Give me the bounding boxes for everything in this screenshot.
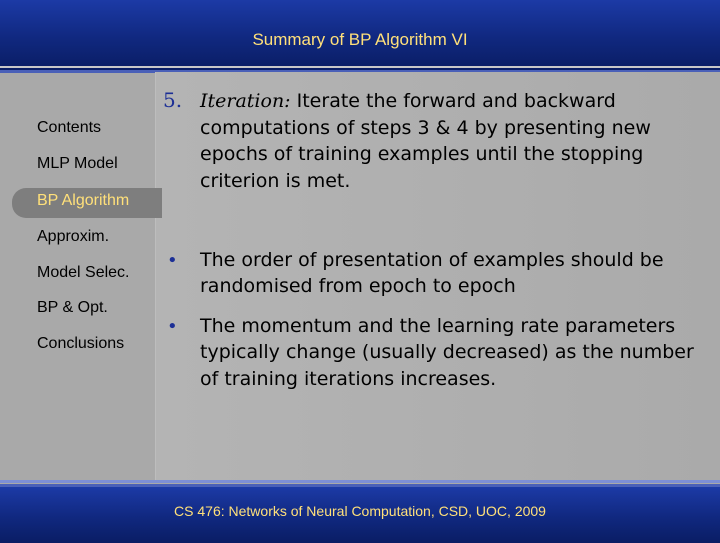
- header-divider: [0, 66, 720, 68]
- sidebar-item-conclusions[interactable]: Conclusions: [37, 335, 125, 352]
- bullet-1-line-2: randomised from epoch to epoch: [200, 275, 516, 297]
- sidebar-item-mlp-model[interactable]: MLP Model: [37, 155, 118, 172]
- bullet-marker-2: •: [167, 316, 178, 337]
- sidebar-item-bp-opt[interactable]: BP & Opt.: [37, 299, 108, 316]
- step-line-4: criterion is met.: [200, 170, 351, 192]
- bullet-2-line-1: The momentum and the learning rate parameters: [200, 315, 676, 337]
- bullet-1-line-1: The order of presentation of examples should be: [200, 249, 664, 271]
- sidebar-item-model-selec[interactable]: Model Selec.: [37, 264, 130, 281]
- step-term: Iteration:: [200, 90, 291, 112]
- sidebar-item-approxim[interactable]: Approxim.: [37, 228, 110, 245]
- step-line-2: computations of steps 3 & 4 by presenting new: [200, 117, 651, 139]
- slide-title: Summary of BP Algorithm VI: [252, 30, 468, 49]
- sidebar-item-bp-algorithm[interactable]: BP Algorithm: [37, 192, 130, 209]
- sidebar-item-contents[interactable]: Contents: [37, 119, 102, 136]
- bullet-marker-1: •: [167, 250, 178, 271]
- step-line-1-text: Iterate the forward and backward: [290, 90, 616, 112]
- footer-divider: [0, 480, 720, 483]
- footer-text: CS 476: Networks of Neural Computation, CSD, UOC, 2009: [174, 503, 546, 519]
- step-number: 5.: [163, 88, 183, 112]
- bullet-2-line-2: typically change (usually decreased) as the number: [200, 341, 694, 363]
- step-line-3: epochs of training examples until the stopping: [200, 143, 644, 165]
- step-line-1: [200, 88, 616, 115]
- bullet-2-line-3: of training iterations increases.: [200, 368, 497, 390]
